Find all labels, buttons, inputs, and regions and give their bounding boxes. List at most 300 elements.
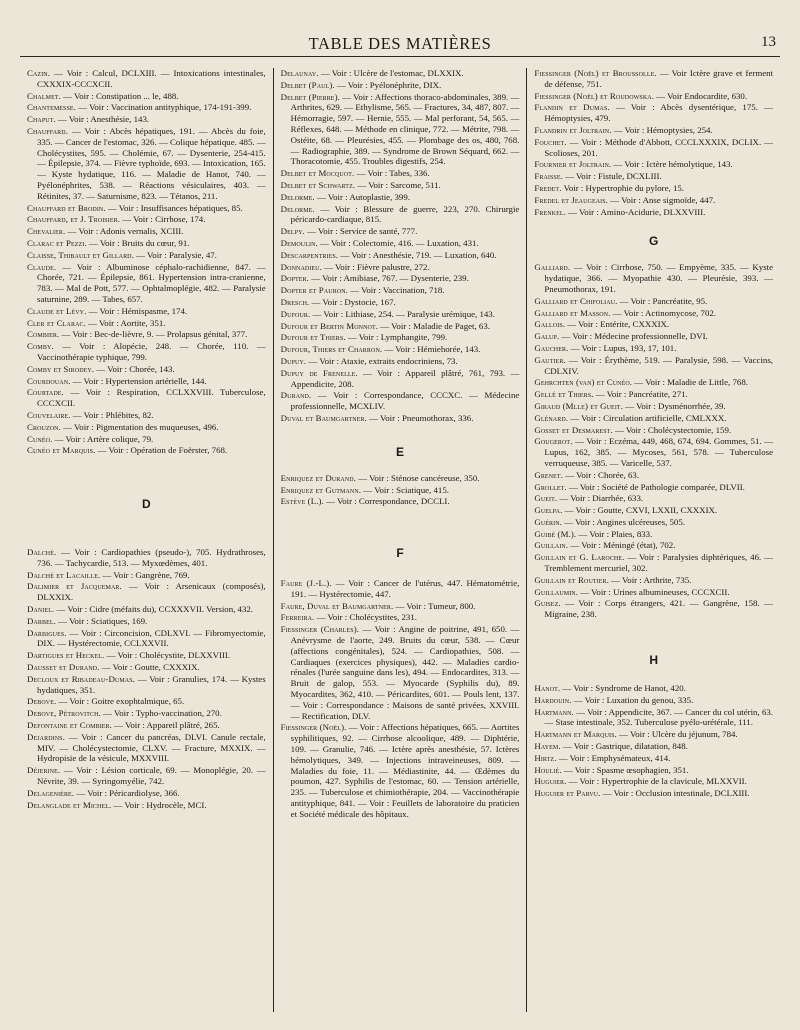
index-entry: [281, 344, 520, 355]
author-name: Chalmet.: [27, 90, 61, 101]
index-entry: [534, 68, 773, 90]
author-name: Duval et Baumgartner.: [280, 412, 367, 423]
index-entry: [27, 422, 266, 433]
entry-references: — Voir : Hydrocèle, MCI.: [111, 799, 207, 810]
entry-references: — Voir : Goitre exophtalmique, 65.: [56, 696, 185, 707]
author-name: Couvelaire.: [27, 409, 71, 420]
index-entry: [27, 628, 266, 650]
author-name: Déjerine.: [27, 765, 61, 776]
index-entry: [27, 126, 266, 202]
index-entry: [534, 741, 773, 752]
author-name: Delorme.: [280, 203, 315, 214]
entry-references: — Voir : Respiration, CCLXXVIII. Tuberculose, CCCXCII.: [37, 387, 266, 409]
author-name: Delpy.: [280, 226, 305, 237]
index-entry: [27, 581, 266, 603]
entry-references: — Voir : Gastrique, dilatation, 848.: [560, 741, 688, 752]
entry-references: — Voir Ictère grave et ferment de défense, 751.: [544, 68, 774, 89]
author-name: Combier.: [27, 329, 60, 340]
index-entry: [534, 540, 773, 551]
index-column-1: [20, 68, 273, 1012]
entry-references: — Voir : Ulcère de l'estomac, DLXXIX.: [318, 68, 464, 78]
entry-references: — Voir : Cancer du pancréas, DLVI. Canule rectale, MIV. — Cholécystectomie, CLXV. — Fracture, MXXIX. — Hydropisie de la vésicule, MXXVIII.: [37, 731, 266, 764]
author-name: Enriquez et Gutmann.: [280, 484, 362, 495]
entry-references: — Voir : Arsenicaux (composés), DLXXIX.: [37, 581, 266, 603]
index-entry: [27, 616, 266, 627]
author-name: Claude.: [27, 261, 57, 272]
author-name: Debove, Pétrovitch.: [27, 708, 101, 719]
author-name: Cunéo.: [27, 433, 53, 444]
author-name: Hirtz.: [534, 752, 557, 763]
index-entry: [534, 262, 773, 294]
section-spacer: [27, 457, 266, 497]
author-name: Dupuy.: [280, 355, 307, 366]
index-entry: [281, 485, 520, 496]
index-entry: [534, 413, 773, 424]
author-name: Huguier.: [534, 776, 567, 787]
author-name: Frenkel.: [534, 206, 566, 217]
entry-references: — Voir : Affections hépatiques, 665. — Aortites syphilitiques, 92. — Cirrhose alcoolique, 489. — Diphtérie, 109. — Granulie, 746. — Ictère après anesthésie, 57. Ictères hémolytiques, 349. — Injections intraveineuses, 809. — Maladies du foie, 11. — Médiastinite, 44. — Œdèmes du poumon, 427. Syphilis de l'estomac, 60. — Tension artérielle, 235. — Tuberculose et chimiothérapie, 204. — Vaccinothérapie antityphique, 841. — Voir : Feuillets de laboratoire du praticien et Société médicale des hôpitaux.: [290, 722, 520, 819]
index-entry: [534, 683, 773, 694]
entry-references: — Voir : Cholécystite, DLXXVIII.: [104, 650, 231, 661]
author-name: Galliard et Masson.: [534, 307, 611, 318]
entry-references: — Voir : Vaccination, 718.: [347, 285, 445, 296]
page-number: 13: [761, 34, 776, 50]
entry-references: — Voir : Syndrome de Hanot, 420.: [560, 683, 686, 694]
index-entry: [281, 80, 520, 91]
author-name: Gosset et Desmarest.: [534, 424, 613, 435]
index-entry: [27, 102, 266, 113]
entry-references: — Voir : Adonis vernalis, XCIII.: [65, 226, 184, 237]
entry-references: — Voir : Sarcome, 511.: [355, 179, 441, 190]
section-spacer: [281, 560, 520, 578]
author-name: Fredet.: [534, 182, 562, 193]
entry-references: — Voir : Arthrite, 735.: [608, 574, 692, 585]
entry-references: — Voir : Plaies, 833.: [576, 528, 653, 539]
section-spacer: [27, 511, 266, 547]
index-entry: [534, 529, 773, 540]
index-entry: [534, 753, 773, 764]
author-name: Fiessinger (Noël).: [280, 722, 347, 733]
entry-references: — Voir : Hémispasme, 174.: [86, 305, 188, 316]
author-name: Delagenière.: [27, 787, 75, 798]
index-entry: [27, 306, 266, 317]
author-name: Delanglade et Michel.: [27, 799, 112, 810]
entry-references: — Voir : Chorée, 143.: [94, 363, 175, 374]
index-entry: [534, 171, 773, 182]
author-name: Grollet.: [534, 481, 567, 492]
author-name: Gueit.: [534, 493, 558, 504]
entry-references: — Voir : Méningé (état), 702.: [568, 540, 676, 551]
index-entry: [534, 207, 773, 218]
author-name: Donnadieu.: [280, 261, 322, 272]
entry-references: — Voir : Bruits du cœur, 91.: [86, 237, 190, 248]
index-entry: [27, 674, 266, 696]
author-name: Dopter et Pauron.: [280, 285, 348, 296]
index-entry: [27, 650, 266, 661]
index-entry: [534, 377, 773, 388]
entry-references: — Voir : Tabes, 336.: [354, 168, 430, 179]
index-entry: [281, 168, 520, 179]
index-entry: [534, 319, 773, 330]
index-entry: [534, 598, 773, 620]
author-name: Delbet et Mocquot.: [280, 168, 355, 179]
entry-references: — Voir : Sténose cancéreuse, 350.: [356, 472, 480, 483]
author-name: Fiessinger (Charles).: [280, 624, 360, 635]
entry-references: — Voir : Paralysie, 47.: [133, 249, 217, 260]
entry-references: — Voir : Lésion corticale, 69. — Monoplégie, 20. — Névrite, 39. — Syringomyélie, 742.: [37, 765, 266, 787]
index-entry: [534, 91, 773, 102]
entry-references: — Voir Endocardite, 630.: [654, 90, 748, 101]
entry-references: — Voir : Lithiase, 254. — Paralysie urémique, 143.: [310, 308, 495, 319]
author-name: Cler et Clarac.: [27, 317, 86, 328]
author-name: Descarpentries.: [280, 249, 339, 260]
section-spacer: [534, 218, 773, 234]
author-name: Fournier et Joltrain.: [534, 159, 612, 170]
index-entry: [281, 624, 520, 721]
index-entry: [534, 436, 773, 468]
section-letter: F: [396, 546, 404, 561]
entry-references: — Voir : Colectomie, 416. — Luxation, 431.: [317, 237, 479, 248]
author-name: Decloux et Ribadeau-Dumas.: [27, 673, 135, 684]
index-entry: [281, 578, 520, 600]
index-entry: [281, 273, 520, 284]
index-columns: [20, 68, 780, 1012]
entry-references: — Voir : Dysménorrhée, 39.: [623, 400, 726, 411]
entry-references: — Voir : Albuminose céphalo-rachidienne, 847. — Chorée, 721. — Épilepsie, 861. Hypertension intra-cranienne, 783. — Mal de Pott, 577. — Ophtalmoplégie, 482. — Paralysie saturnine, 289. — Tabes, 657.: [37, 261, 266, 304]
author-name: Chaput.: [27, 114, 56, 125]
index-entry: [534, 137, 773, 159]
index-entry: [534, 355, 773, 377]
author-name: Darbel.: [27, 615, 56, 626]
entry-references: — Voir : Anesthésie, 719. — Luxation, 640.: [338, 249, 497, 260]
author-name: Hartmann et Marquis.: [534, 729, 617, 740]
section-letter: E: [396, 444, 405, 459]
author-name: Dresch.: [280, 296, 310, 307]
section-spacer: [281, 508, 520, 546]
entry-references: — Voir : Goutte, CXVI, LXXII, CXXXIX.: [562, 505, 718, 516]
index-column-3: [526, 68, 780, 1012]
entry-references: — Voir : Calcul, DCLXIII. — Intoxications intestinales, CXXXIX-CCCXCII.: [37, 68, 266, 89]
entry-references: — Voir : Cirrhose, 174.: [120, 214, 206, 225]
index-entry: [27, 788, 266, 799]
author-name: Daniel.: [27, 604, 55, 615]
author-name: Gautier.: [534, 354, 566, 365]
author-name: Fiessinger (Noël) et Roudowska.: [534, 90, 655, 101]
entry-references: — Voir : Bec-de-lièvre, 9. — Prolapsus génital, 377.: [59, 329, 248, 340]
entry-references: — Voir : Granulies, 174. — Kystes hydatiques, 351.: [37, 673, 266, 695]
index-entry: [534, 707, 773, 729]
entry-references: — Voir : Corps étrangers, 421. — Gangrène, 158. — Migraine, 238.: [544, 598, 774, 620]
author-name: Galliard et Chifoliau.: [534, 295, 618, 306]
index-entry: [27, 68, 266, 90]
entry-references: — Voir : Correspondance, DCCLI.: [323, 496, 450, 507]
entry-references: — Voir : Ulcère du jéjunum, 784.: [616, 729, 738, 740]
entry-references: — Voir : Luxation du genou, 335.: [571, 694, 694, 705]
entry-references: — Voir : Circulation artificielle, CMLXXX.: [568, 412, 727, 423]
index-entry: [27, 364, 266, 375]
index-entry: [281, 238, 520, 249]
entry-references: — Voir : Aortite, 351.: [85, 317, 166, 328]
author-name: Dupuy de Frenelle.: [280, 367, 358, 378]
index-entry: [534, 482, 773, 493]
index-entry: [281, 192, 520, 203]
index-entry: [281, 321, 520, 332]
entry-references: — Voir : Pigmentation des muqueuses, 496.: [60, 421, 219, 432]
index-entry: [27, 547, 266, 569]
index-entry: [27, 318, 266, 329]
author-name: Delbet (Paul).: [280, 79, 335, 90]
author-name: Dalché et Lacaille.: [27, 569, 101, 580]
author-name: Hayem.: [534, 741, 561, 752]
author-name: Fiessinger (Noël) et Broussolle.: [534, 68, 657, 78]
entry-references: — Voir : Hémoptysies, 254.: [611, 124, 713, 135]
index-entry: [534, 788, 773, 799]
author-name: Hartmann.: [534, 706, 574, 717]
section-spacer: [281, 459, 520, 473]
entry-references: — Voir : Maladie de Little, 768.: [632, 377, 748, 388]
index-entry: [27, 91, 266, 102]
index-entry: [27, 765, 266, 787]
index-entry: [534, 102, 773, 124]
entry-references: — Voir : Anesthésie, 143.: [55, 114, 150, 125]
entry-references: — Voir : Affections thoraco-abdominales, 389. — Arthrites, 629. — Ethylisme, 565. — Fractures, 34, 487, 807. — Hémorragie, 597. — Hernie, 555. — Mal perforant, 54, 565. — Réflexes, 648. — Méthode en clinique, 772. — Métrite, 798. — Ostéite, 68. — Pleurésies, 455. — Plombage des os, 480, 768. — Radiographie, 389. — Syndrome de Brown Séquard, 662. — Thoracotomie, 455. Troubles digestifs, 254.: [290, 91, 520, 167]
entry-references: — Voir : Paralysies diphtériques, 46. — Tremblement mercuriel, 302.: [544, 552, 774, 574]
author-name: Dufour et Thiers.: [280, 332, 346, 343]
entry-references: — Voir : Appendicite, 367. — Cancer du col utérin, 63. — Stase intestinale, 352. Tuberculose pyélo-urétérale, 111.: [544, 706, 774, 728]
index-entry: [27, 445, 266, 456]
section-letter: D: [142, 497, 151, 512]
author-name: Enriquez et Durand.: [280, 472, 356, 483]
author-name: Estève (L.).: [280, 496, 324, 507]
author-name: Guillain.: [534, 540, 569, 551]
author-name: Gehrchten (van) et Cunéo.: [534, 377, 633, 388]
author-name: Chantemesse.: [27, 102, 76, 113]
index-entry: [534, 776, 773, 787]
author-name: Chauffard.: [27, 125, 69, 136]
index-entry: [27, 238, 266, 249]
index-entry: [27, 662, 266, 673]
entry-references: — Voir : Fièvre palustre, 272.: [321, 261, 430, 272]
index-entry: [281, 356, 520, 367]
entry-references: — Voir : Hémiehorée, 143.: [382, 344, 481, 355]
author-name: Gaucher.: [534, 342, 569, 353]
index-entry: [534, 401, 773, 412]
index-entry: [281, 297, 520, 308]
entry-references: — Voir : Péricardiolyse, 366.: [74, 787, 180, 798]
index-entry: [27, 214, 266, 225]
index-entry: [281, 612, 520, 623]
index-entry: [27, 800, 266, 811]
index-entry: [534, 493, 773, 504]
entry-references: — Voir : Cholécystectomie, 159.: [612, 424, 732, 435]
section-spacer: [281, 425, 520, 445]
index-column-2: [273, 68, 527, 1012]
index-entry: [281, 368, 520, 390]
entry-references: — Voir : Correspondance, CCCXC. — Médecine professionnelle, MCXLIV.: [290, 390, 520, 412]
index-entry: [281, 68, 520, 79]
entry-references: — Voir : Maladie de Paget, 63.: [378, 320, 490, 331]
index-entry: [27, 696, 266, 707]
author-name: Ferreira.: [280, 612, 315, 623]
entry-references: — Voir : Hypertrophie de la clavicule, MLXXVII.: [566, 776, 747, 787]
author-name: Dufour.: [280, 308, 311, 319]
entry-references: — Voir : Abcès dysentérique, 175. — Hémoptysies, 479.: [544, 102, 773, 124]
page-title: TABLE DES MATIÈRES: [308, 34, 492, 53]
index-entry: [281, 309, 520, 320]
index-entry: [534, 425, 773, 436]
entry-references: — Voir : Vaccination antityphique, 174-191-399.: [75, 102, 252, 113]
entry-references: — Voir : Ictère hémolytique, 143.: [611, 159, 733, 170]
index-entry: [281, 601, 520, 612]
index-entry: [534, 125, 773, 136]
entry-references: — Voir : Emphysémateux, 414.: [556, 752, 671, 763]
index-entry: [534, 308, 773, 319]
index-entry: [534, 343, 773, 354]
author-name: Delorme.: [280, 191, 315, 202]
author-name: Clarac et Pezzi.: [27, 237, 87, 248]
index-entry: [27, 262, 266, 305]
author-name: Giraud (Mlle) et Gueit.: [534, 400, 623, 411]
author-name: Durand.: [280, 390, 312, 401]
author-name: Galliard.: [534, 262, 571, 273]
index-entry: [27, 434, 266, 445]
index-entry: [281, 92, 520, 168]
entry-references: — Voir : Pancréatite, 95.: [617, 295, 708, 306]
index-entry: [27, 329, 266, 340]
index-entry: [534, 331, 773, 342]
author-name: Dausset et Durand.: [27, 662, 100, 673]
author-name: Dufour et Bertin Monnot.: [280, 320, 379, 331]
index-entry: [534, 183, 773, 194]
author-name: Dopter.: [280, 273, 309, 284]
author-name: Hanot.: [534, 683, 561, 694]
index-entry: [27, 376, 266, 387]
index-entry: [27, 250, 266, 261]
entry-references: — Voir : Sciatique, 415.: [361, 484, 449, 495]
index-entry: [281, 285, 520, 296]
index-entry: [534, 587, 773, 598]
author-name: Delaunay.: [280, 68, 319, 78]
entry-references: — Voir : Goutte, CXXXIX.: [99, 662, 200, 673]
index-entry: [534, 296, 773, 307]
index-entry: [534, 765, 773, 776]
entry-references: — Voir : Occlusion intestinale, DCLXIII.: [600, 788, 750, 799]
entry-references: — Voir : Dystocie, 167.: [309, 296, 396, 307]
entry-references: — Voir : Lupus, 193, 17, 101.: [568, 342, 677, 353]
index-entry: [534, 695, 773, 706]
author-name: Claude et Lévy.: [27, 305, 87, 316]
author-name: Guillain et Routier.: [534, 574, 609, 585]
author-name: Dalimier et Jacquemar.: [27, 581, 122, 592]
index-entry: [27, 604, 266, 615]
author-name: Fraisse.: [534, 171, 563, 182]
entry-references: — Voir : Artère colique, 79.: [52, 433, 154, 444]
author-name: Gougerot.: [534, 436, 573, 447]
entry-references: — Voir : Eczéma, 449, 468, 674, 694. Gommes, 51. — Lupus, 162, 385. — Mycoses, 561, 578. — Tuberculose verruqueuse, 385. — Varicelle, 537.: [544, 436, 774, 468]
entry-references: — Voir : Blessure de guerre, 223, 270. Chirurgie péricardo-cardiaque, 815.: [290, 203, 520, 225]
entry-references: — Voir : Cirrhose, 750. — Empyème, 335. — Kyste hydatique, 366. — Myopathie 430. — Pleurésie, 393. — Pneumothorax, 191.: [544, 262, 774, 294]
entry-references: — Voir : Alopécie, 248. — Chorée, 110. — Vaccinothérapie typhique, 799.: [37, 341, 266, 362]
author-name: Gallois.: [534, 319, 566, 330]
author-name: Faure (J.-L.).: [280, 578, 332, 589]
entry-references: — Voir : Angine de poitrine, 491, 650. — Anévrysme de l'aorte, 249. Bruits du cœur, 538. — Cœur (affections congénitales), 524. — Cardiopathies, 508. — Cardiaques (exercices physiques), 442. — Maladies cardio-rénales (l'urée sanguine dans les), 494. — Endocardites, 313. — Bruit de galop, 553. — Myocarde (Syphilis du), 89. Myocardites, 362, 410. — Péricardites, 601. — Pouls lent, 137. — Voir : Correspondance : Maisons de santé privées, XXVIII. — Rectification, DLV.: [290, 624, 520, 721]
author-name: Fredel et Jeaugeais.: [534, 194, 608, 205]
author-name: Dejardins.: [27, 731, 65, 742]
entry-references: — Voir : Lymphangite, 799.: [345, 332, 448, 343]
page-header: [20, 30, 780, 57]
entry-references: — Voir : Actinomycose, 702.: [610, 307, 717, 318]
author-name: Courtade.: [27, 387, 64, 398]
entry-references: — Voir : Appareil plâtré, 265.: [111, 720, 220, 731]
author-name: Guillain et G. Laroche.: [534, 552, 625, 563]
entry-references: — Voir : Méthode d'Abbott, CCCLXXXIX, DCLIX. — Scolioses, 201.: [544, 136, 774, 158]
author-name: Flandrin et Joltrain.: [534, 124, 612, 135]
index-entry: [534, 470, 773, 481]
entry-references: — Voir : Tumeur, 800.: [393, 600, 476, 611]
index-entry: [27, 114, 266, 125]
author-name: Hardouin.: [534, 694, 572, 705]
index-entry: [534, 575, 773, 586]
entry-references: — Voir : Société de Pathologie comparée, DLVII.: [566, 481, 745, 492]
entry-references: — Voir : Pyélonéphrite, DIX.: [334, 79, 442, 90]
author-name: Crouzon.: [27, 421, 61, 432]
entry-references: — Voir : Urines albumineuses, CCCXCII.: [578, 586, 730, 597]
author-name: Guelpa.: [534, 505, 563, 516]
entry-references: — Voir : Anse sigmoïde, 447.: [608, 194, 716, 205]
entry-references: — Voir : Appareil plâtré, 761, 793. — Appendicite, 208.: [290, 367, 520, 389]
entry-references: — Voir : Hypertension artérielle, 144.: [70, 375, 207, 386]
entry-references: — Voir : Sciatiques, 169.: [55, 615, 148, 626]
author-name: Fouchet.: [534, 136, 567, 147]
index-entry: [281, 262, 520, 273]
entry-references: — Voir : Angines ulcéreuses, 505.: [561, 516, 685, 527]
entry-references: — Voir : Autoplastie, 399.: [314, 191, 410, 202]
entry-references: — Voir : Pneumothorax, 336.: [366, 412, 474, 423]
author-name: Dalché.: [27, 547, 57, 558]
entry-references: — Voir : Fistule, DCXLIII.: [562, 171, 662, 182]
entry-references: — Voir : Cancer de l'utérus, 447. Hématométrie, 191. — Hystérectomie, 447.: [290, 578, 520, 599]
entry-references: — Voir : Amino-Acidurie, DLXXVIII.: [565, 206, 706, 217]
author-name: Debove.: [27, 696, 57, 707]
index-entry: [27, 570, 266, 581]
entry-references: Voir : Hypertrophie du pylore, 15.: [561, 182, 685, 193]
index-entry: [534, 195, 773, 206]
author-name: Dufour, Thiers et Charron.: [280, 344, 383, 355]
section-spacer: [534, 621, 773, 653]
entry-references: — Voir : Opération de Foërster, 768.: [95, 445, 228, 456]
author-name: Guisez.: [534, 598, 561, 609]
entry-references: — Voir : Amibiase, 767. — Dysenterie, 239.: [308, 273, 469, 284]
author-name: Darbigues.: [27, 627, 67, 638]
index-entry: [281, 250, 520, 261]
author-name: Glénard.: [534, 412, 569, 423]
index-entry: [281, 180, 520, 191]
index-entry: [281, 226, 520, 237]
author-name: Huguier et Parvu.: [534, 788, 601, 799]
index-entry: [534, 552, 773, 574]
entry-references: — Voir : Circoncision, CDLXVI. — Fibromyectomie, DIX. — Hystérectomie, CCLXXVII.: [37, 627, 266, 649]
index-entry: [27, 410, 266, 421]
author-name: Guibé (M.).: [534, 528, 577, 539]
entry-references: — Voir : Abcès hépatiques, 191. — Abcès du foie, 335. — Cancer de l'estomac, 326. — Colique hépatique. 485. — Cholécystites, 595. — Cholémie, 67. — Dysenterie, 254-415. — Épilepsie, 374. — Fièvre typhoïde, 693. — Intoxication, 165. — Kyste hydatique, 116. — Maladie de Hanot, 740. — Pyélonéphrites, 538. — Réactions vésiculaires, 403. — Rétinites, 37. — Saturnisme, 823. — Tétanos, 211.: [37, 125, 266, 201]
entry-references: — Voir : Insuffisances hépatiques, 85.: [105, 202, 243, 213]
author-name: Cunéo et Marquis.: [27, 445, 96, 456]
index-entry: [281, 496, 520, 507]
index-entry: [534, 389, 773, 400]
author-name: Defontaine et Combier.: [27, 720, 112, 731]
entry-references: — Voir : Cidre (méfaits du), CCXXXVII. Version, 432.: [54, 604, 254, 615]
index-entry: [534, 517, 773, 528]
